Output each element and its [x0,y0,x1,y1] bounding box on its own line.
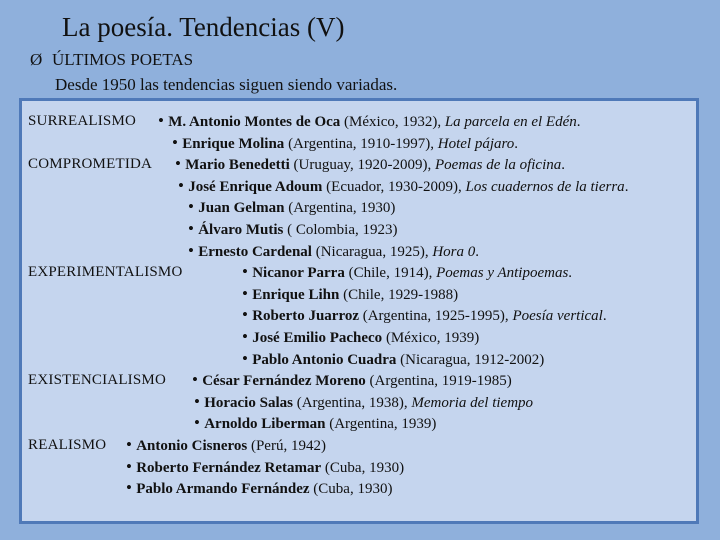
poem-title: Memoria del tiempo [411,394,534,411]
poem-title: Poesía vertical [512,308,603,325]
poet-details: (Perú, 1942) [250,438,326,454]
poet-name: José Enrique Adoum [188,178,323,195]
line-punctuation: . [514,135,519,152]
poet-name: Nicanor Parra [252,265,345,282]
bullet-icon: • [158,111,169,130]
poet-entry [178,175,628,198]
poet-details: (Cuba, 1930) [313,481,393,498]
poet-entry [242,304,607,327]
poet-details: (Argentina, 1925-1995), [362,308,509,325]
movement-label: COMPROMETIDA [28,156,153,173]
movement-label: EXISTENCIALISMO [28,372,166,389]
poet-details: (Argentina, 1939) [329,416,437,433]
poet-name: Antonio Cisneros [136,438,248,454]
line-punctuation: . [576,114,581,130]
poet-entry [188,240,479,263]
poet-details: (Chile, 1914), [348,265,433,282]
line-punctuation: . [568,265,573,282]
poet-details: (México, 1932), [344,114,442,130]
slide-title: La poesía. Tendencias (V) [62,12,345,42]
poet-entry [126,477,392,500]
poet-entry [242,348,544,371]
poem-title: Los cuadernos de la tierra [465,178,625,195]
poet-name: Juan Gelman [198,200,285,217]
poet-details: ( Colombia, 1923) [287,222,398,238]
poets-panel [19,98,699,524]
poet-entry [126,434,326,457]
poet-details: (Chile, 1929-1988) [343,286,459,303]
poet-name: Ernesto Cardenal [198,243,312,260]
poet-name: Roberto Fernández Retamar [136,459,322,476]
section-intro: Desde 1950 las tendencias siguen siendo variadas. [55,75,398,94]
poet-details: (México, 1939) [385,330,480,346]
bullet-icon: • [242,348,253,368]
section-heading-text: ÚLTIMOS POETAS [52,50,194,69]
poem-title: Poemas de la oficina [435,157,562,174]
bullet-icon: • [194,413,205,433]
bullet-icon: • [192,370,203,390]
movement-label: REALISMO [28,437,107,453]
poet-entry [242,261,572,284]
section-heading [30,50,193,70]
poet-entry [158,110,581,133]
poem-title: La parcela en el Edén [444,114,577,130]
poet-details: (Cuba, 1930) [324,459,405,476]
poet-details: (Nicaragua, 1925), [315,243,429,260]
bullet-icon: • [178,175,189,195]
poet-details: (Argentina, 1930) [288,200,396,217]
bullet-icon: • [126,435,137,454]
poet-details: (Ecuador, 1930-2009), [326,178,462,195]
bullet-icon: • [242,262,253,282]
bullet-icon: • [175,154,186,174]
bullet-icon: • [194,391,205,411]
bullet-icon: • [242,305,253,325]
movement-label: SURREALISMO [28,113,137,129]
poet-entry [194,391,533,414]
bullet-icon: • [242,327,253,346]
poet-name: Roberto Juarroz [252,308,359,325]
bullet-icon: • [188,219,199,238]
poet-entry [172,132,518,155]
bullet-icon: • [172,132,183,152]
bullet-icon: • [242,283,253,303]
line-punctuation: . [475,243,479,260]
poet-entry [242,283,458,306]
poet-name: Enrique Lihn [252,286,340,303]
poem-title: Hotel pájaro [437,135,515,152]
poet-entry [188,218,398,241]
poet-entry [194,412,436,435]
bullet-icon: • [188,240,199,260]
poet-details: (Argentina, 1938), [296,394,408,411]
poet-name: Horacio Salas [204,394,293,411]
bullet-icon: • [188,197,199,217]
poet-details: (Argentina, 1910-1997), [288,135,435,152]
bullet-icon: • [126,456,137,476]
poet-name: Álvaro Mutis [198,222,284,238]
poet-details: (Uruguay, 1920-2009), [293,157,432,174]
poet-name: César Fernández Moreno [202,373,366,390]
poet-details: (Nicaragua, 1912-2002) [400,351,545,368]
poet-entry [175,153,565,176]
poet-entry [192,369,512,392]
poet-entry [188,196,395,219]
poet-name: Mario Benedetti [185,157,290,174]
poet-name: Enrique Molina [182,135,285,152]
poet-name: Pablo Antonio Cuadra [252,351,397,368]
arrow-bullet-icon: Ø [30,50,43,69]
poet-name: Pablo Armando Fernández [136,481,310,498]
poem-title: Poemas y Antipoemas [436,265,569,282]
poet-name: Arnoldo Liberman [204,416,326,433]
line-punctuation: . [624,178,629,195]
poet-name: José Emilio Pacheco [252,330,383,346]
poem-title: Hora 0 [432,243,476,260]
poet-name: M. Antonio Montes de Oca [168,114,341,130]
poet-details: (Argentina, 1919-1985) [369,373,512,390]
poet-entry [126,456,404,479]
line-punctuation: . [561,157,565,174]
poet-entry [242,326,479,349]
line-punctuation: . [602,308,607,325]
movement-label: EXPERIMENTALISMO [28,264,183,281]
bullet-icon: • [126,478,137,498]
